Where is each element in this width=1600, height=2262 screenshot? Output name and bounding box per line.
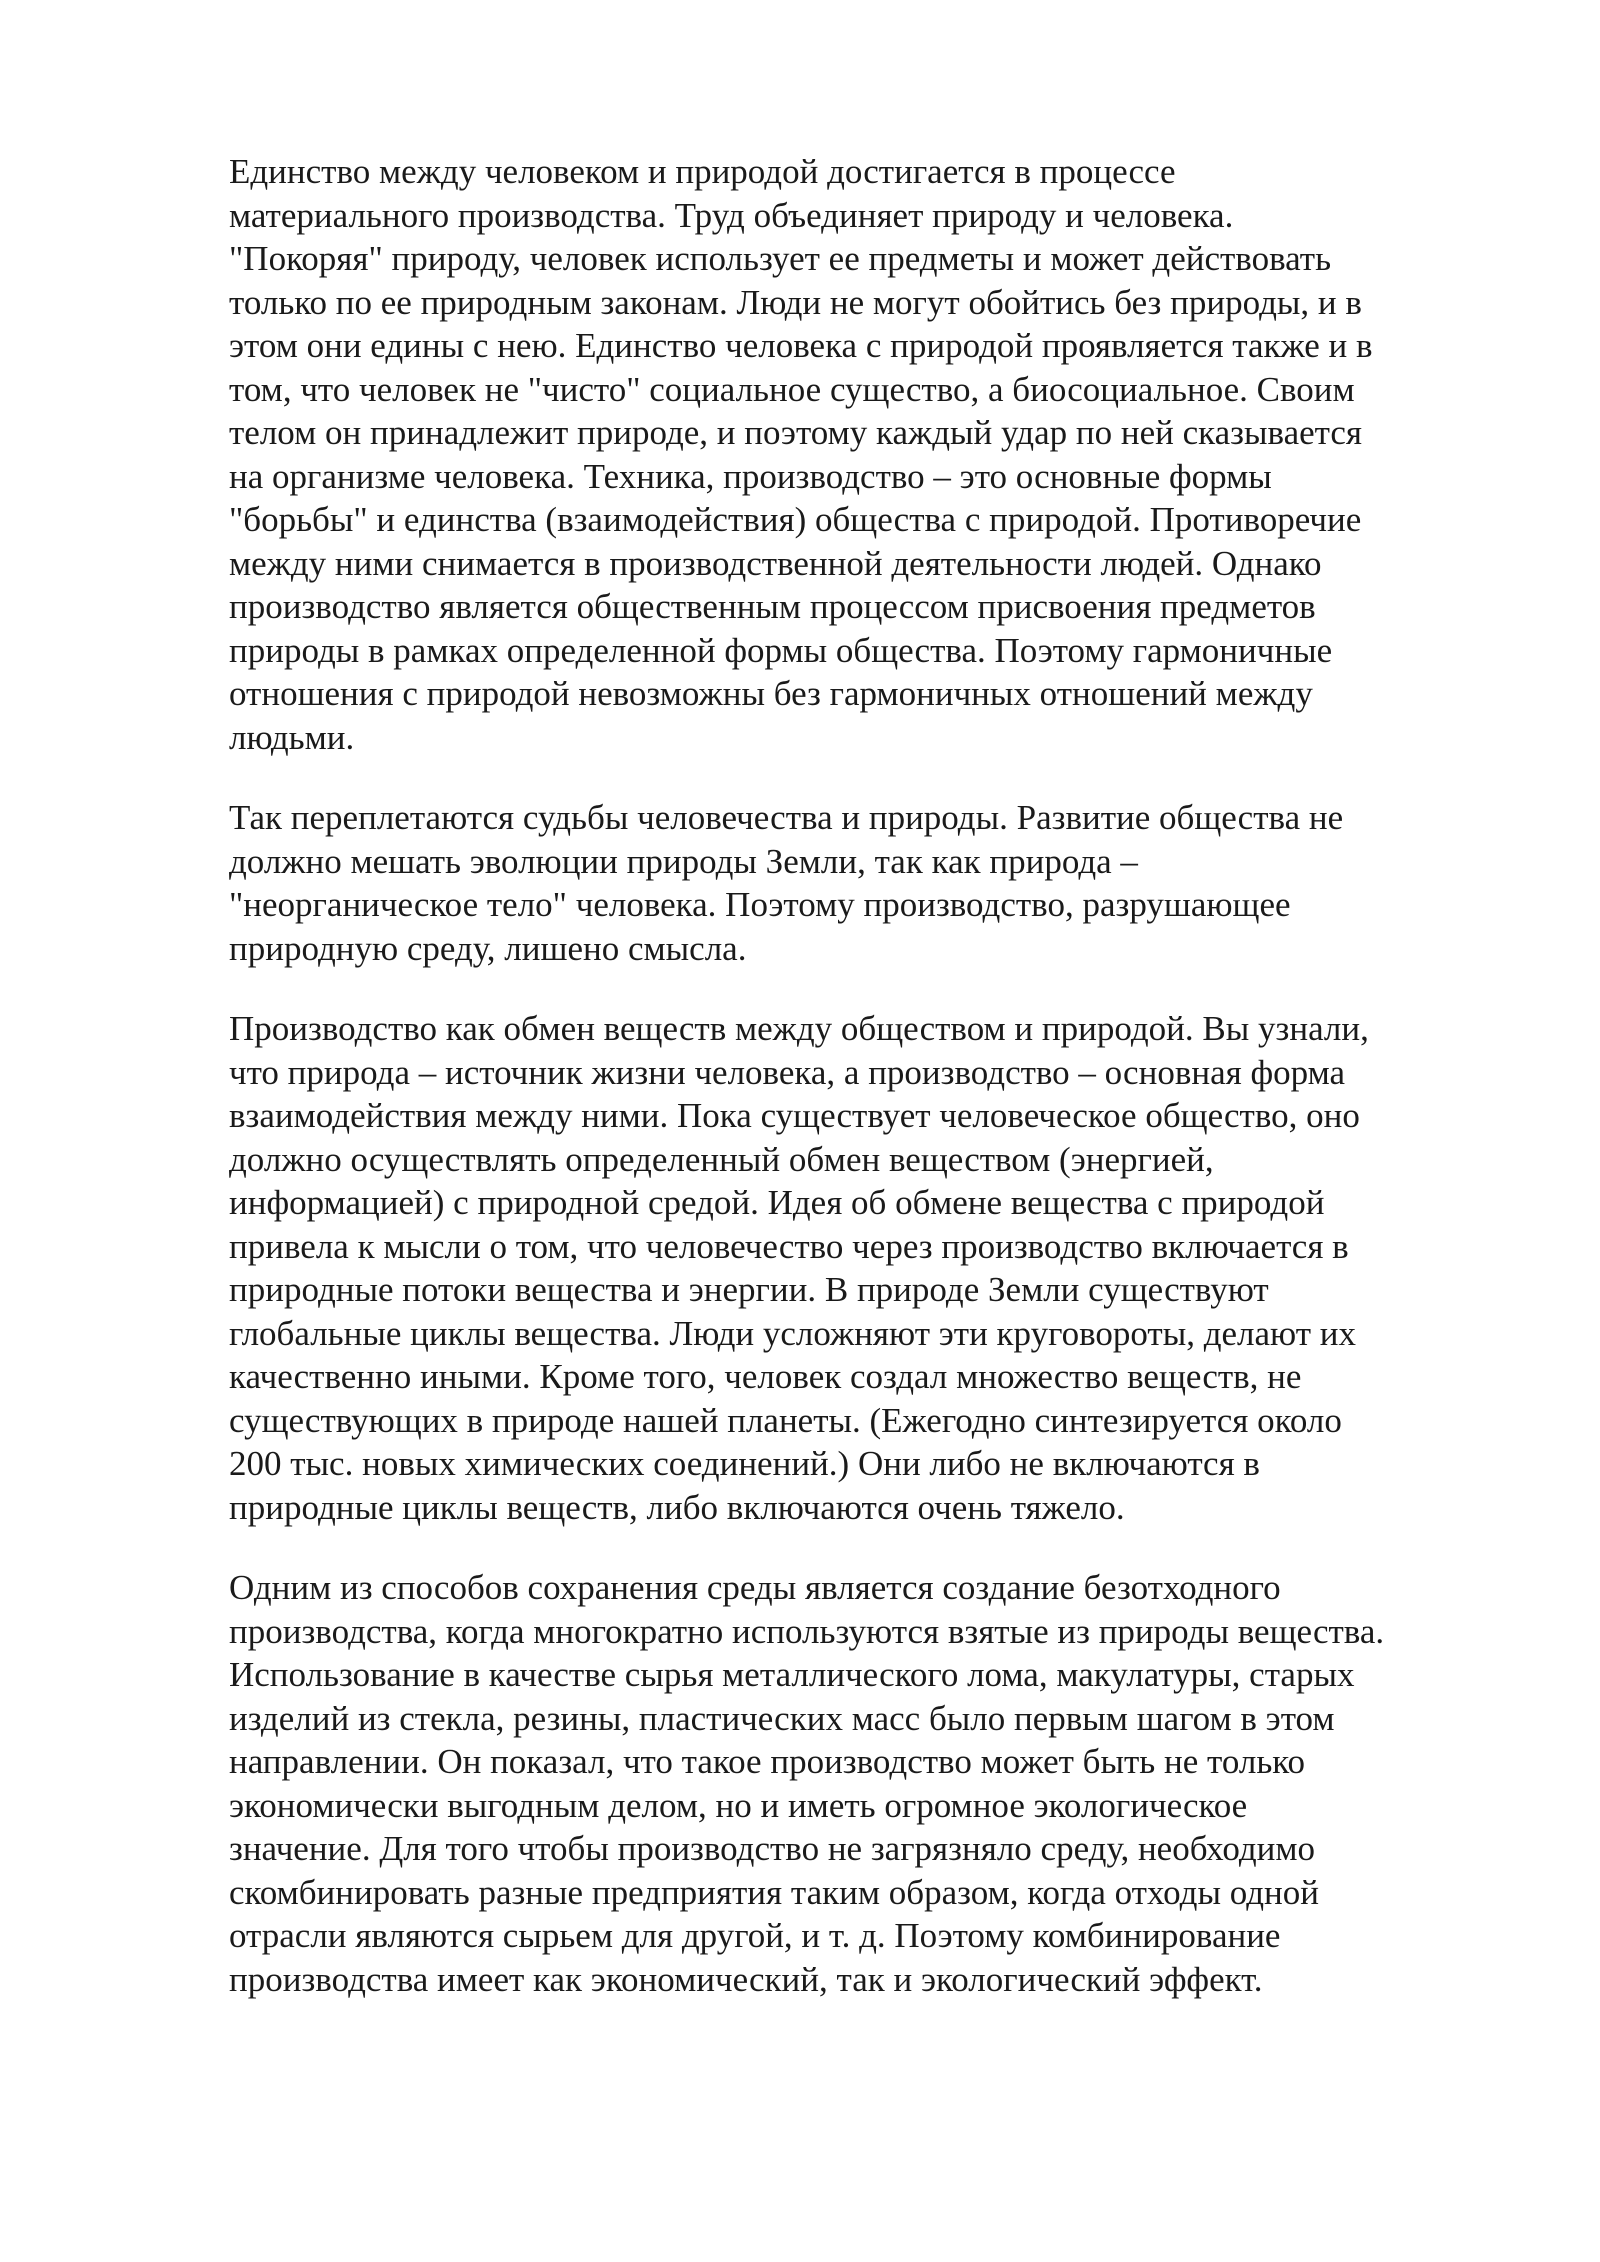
text-line: отрасли являются сырьем для другой, и т. д. Поэтому комбинирование (229, 1916, 1281, 1955)
text-line: этом они едины с нею. Единство человека с природой проявляется также и в (229, 326, 1373, 365)
text-line: отношения с природой невозможны без гармоничных отношений между (229, 674, 1313, 713)
text-line: природы в рамках определенной формы общества. Поэтому гармоничные (229, 630, 1333, 670)
paragraph-4 (229, 1566, 1519, 2001)
text-line: должно осуществлять определенный обмен веществом (энергией, (229, 1139, 1214, 1179)
text-line: Так переплетаются судьбы человечества и природы. Развитие общества не (229, 798, 1344, 837)
text-line: материального производства. Труд объединяет природу и человека. (229, 195, 1234, 235)
text-line: Использование в качестве сырья металлического лома, макулатуры, старых (229, 1655, 1355, 1694)
text-line: глобальные циклы вещества. Люди усложняют эти круговороты, делают их (229, 1313, 1357, 1353)
text-line: Единство между человеком и природой достигается в процессе (229, 152, 1176, 191)
text-line: телом он принадлежит природе, и поэтому каждый удар по ней сказывается (229, 413, 1363, 452)
text-line: экономически выгодным делом, но и иметь огромное экологическое (229, 1785, 1248, 1825)
text-line: Одним из способов сохранения среды является создание безотходного (229, 1568, 1281, 1607)
text-line: на организме человека. Техника, производство – это основные формы (229, 456, 1272, 496)
text-line: информацией) с природной средой. Идея об обмене вещества с природой (229, 1183, 1325, 1222)
paragraph-2 (229, 796, 1519, 970)
text-line: существующих в природе нашей планеты. (Ежегодно синтезируется около (229, 1400, 1342, 1440)
text-line: природную среду, лишено смысла. (229, 928, 747, 968)
text-line: качественно иными. Кроме того, человек создал множество веществ, не (229, 1357, 1302, 1396)
document-body (229, 150, 1519, 2038)
text-line: направлении. Он показал, что такое производство может быть не только (229, 1742, 1306, 1781)
text-line: привела к мысли о том, что человечество через производство включается в (229, 1226, 1349, 1266)
text-line: значение. Для того чтобы производство не загрязняло среду, необходимо (229, 1829, 1316, 1868)
text-line: "неорганическое тело" человека. Поэтому производство, разрушающее (229, 885, 1291, 924)
text-line: только по ее природным законам. Люди не могут обойтись без природы, и в (229, 282, 1362, 322)
text-line: производство является общественным процессом присвоения предметов (229, 587, 1316, 626)
text-line: том, что человек не "чисто" социальное существо, а биосоциальное. Своим (229, 369, 1355, 409)
text-line: между ними снимается в производственной деятельности людей. Однако (229, 543, 1322, 583)
text-line: людьми. (229, 717, 355, 757)
text-line: "Покоряя" природу, человек использует ее предметы и может действовать (229, 239, 1332, 278)
text-line: "борьбы" и единства (взаимодействия) общества с природой. Противоречие (229, 500, 1362, 539)
text-line: производства, когда многократно используются взятые из природы вещества. (229, 1611, 1385, 1651)
text-line: должно мешать эволюции природы Земли, так как природа – (229, 841, 1138, 881)
paragraph-3 (229, 1007, 1519, 1529)
text-line: изделий из стекла, резины, пластических масс было первым шагом в этом (229, 1698, 1335, 1738)
text-line: 200 тыс. новых химических соединений.) Они либо не включаются в (229, 1444, 1260, 1483)
text-line: производства имеет как экономический, так и экологический эффект. (229, 1959, 1263, 1999)
text-line: природные циклы веществ, либо включаются очень тяжело. (229, 1487, 1125, 1527)
text-line: Производство как обмен веществ между обществом и природой. Вы узнали, (229, 1009, 1369, 1048)
text-line: взаимодействия между ними. Пока существует человеческое общество, оно (229, 1096, 1360, 1135)
text-line: скомбинировать разные предприятия таким образом, когда отходы одной (229, 1872, 1319, 1912)
paragraph-1 (229, 150, 1519, 759)
text-line: что природа – источник жизни человека, а производство – основная форма (229, 1052, 1346, 1092)
text-line: природные потоки вещества и энергии. В природе Земли существуют (229, 1270, 1269, 1309)
